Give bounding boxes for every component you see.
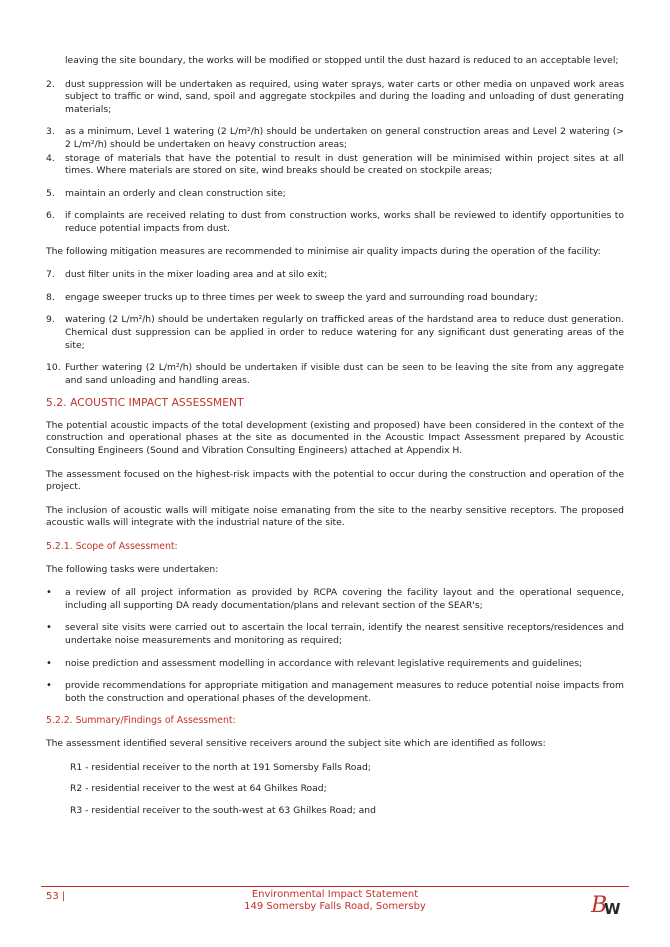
footer-subtitle-line: 149 Somersby Falls Road, Somersby (244, 901, 426, 912)
list-item (46, 622, 624, 647)
item-text: provide recommendations for appropriate mitigation and management measures to reduce potential noise impacts from both the construction and operational phases of the development. (65, 680, 624, 704)
item-number: 4. (46, 152, 55, 164)
footer-title-line: Environmental Impact Statement (251, 889, 419, 900)
receiver-item: R3 - residential receiver to the south-west at 63 Ghilkes Road; and (70, 804, 376, 816)
list-item (46, 587, 624, 612)
page-number: 53 | (46, 891, 66, 902)
list-item (46, 658, 624, 671)
construction-measures-list (46, 79, 624, 236)
scope-bullet-list (46, 587, 624, 705)
item-number: 10. (46, 362, 61, 374)
list-item (46, 292, 624, 305)
item-text: noise prediction and assessment modelling in accordance with relevant legislative requirements and guidelines; (65, 657, 583, 669)
list-item (46, 126, 624, 151)
item-text: as a minimum, Level 1 watering (2 L/m²/h) should be undertaken on general construction areas and Level 2 watering (> 2 L/m²/h) should be undertaken on heavy construction areas; (65, 126, 624, 150)
item-number: 8. (46, 291, 55, 303)
item-number: 9. (46, 314, 55, 326)
item-number: 5. (46, 187, 55, 199)
bullet-icon: • (46, 622, 52, 634)
item-text: storage of materials that have the potential to result in dust generation will be minimised within project sites at all times. Where materials are stored on site, wind breaks should be created on stockpile areas; (65, 152, 624, 177)
item-number: 6. (46, 210, 55, 222)
item-number: 3. (46, 126, 55, 138)
list-item (46, 153, 624, 178)
receiver-item: R2 - residential receiver to the west at 64 Ghilkes Road; (70, 783, 327, 795)
item-number: 7. (46, 269, 55, 281)
scope-intro: The following tasks were undertaken: (46, 563, 219, 575)
item-text: maintain an orderly and clean construction site; (65, 187, 286, 199)
footer-divider (41, 886, 629, 887)
svg-text:W: W (604, 900, 621, 918)
operation-intro: The following mitigation measures are recommended to minimise air quality impacts during the operation of the facility: (46, 245, 601, 257)
subsection-heading-findings: 5.2.2. Summary/Findings of Assessment: (46, 715, 236, 727)
list-item (46, 680, 624, 705)
list-item (46, 210, 624, 235)
list-item (46, 269, 624, 282)
item-text: several site visits were carried out to ascertain the local terrain, identify the nearest sensitive receptors/residences and undertake noise measurements and monitoring as required; (65, 622, 624, 646)
receivers-list (46, 762, 624, 818)
receiver-item: R1 - residential receiver to the north at 191 Somersby Falls Road; (70, 761, 371, 773)
item-text: a review of all project information as provided by RCPA covering the facility layout and the operational sequence, including all supporting DA ready documentation/plans and relevant section of the SEAR's; (65, 587, 624, 611)
item-text: dust suppression will be undertaken as required, using water sprays, water carts or other media on unpaved work areas subject to traffic or wind, sand, spoil and aggregate stockpiles and during the loading and unloading of dust generating materials; (65, 78, 624, 115)
bullet-icon: • (46, 680, 52, 692)
bullet-icon: • (46, 657, 52, 669)
footer-title (180, 889, 490, 913)
list-item (46, 188, 624, 201)
acoustic-paragraph: The potential acoustic impacts of the total development (existing and proposed) have been considered in the context of the construction and operational phases at the site as documented in the Acoustic Impact Assessment prepared by Acoustic Consulting Engineers (Sound and Vibration Consulting Engineers) attached at Appendix H. (46, 419, 624, 457)
acoustic-paragraph: The assessment focused on the highest-risk impacts with the potential to occur during the construction and operation of the project. (46, 468, 624, 493)
item-number: 2. (46, 78, 55, 90)
section-heading-acoustic: 5.2. ACOUSTIC IMPACT ASSESSMENT (46, 397, 244, 410)
company-logo-icon (590, 890, 622, 918)
list-item (46, 79, 624, 117)
page-content (46, 55, 624, 826)
item-text: Further watering (2 L/m²/h) should be undertaken if visible dust can be seen to be leaving the site from any aggregate and sand unloading and handling areas. (65, 362, 624, 386)
item-text: dust filter units in the mixer loading area and at silo exit; (65, 269, 328, 281)
bullet-icon: • (46, 587, 52, 599)
item-text: if complaints are received relating to dust from construction works, works shall be reviewed to identify opportunities to reduce potential impacts from dust. (65, 210, 624, 234)
item-text: watering (2 L/m²/h) should be undertaken regularly on trafficked areas of the hardstand area to reduce dust generation. Chemical dust suppression can be applied in order to reduce watering for any significant dust generating areas of the site; (65, 314, 624, 351)
svg-text:B: B (591, 893, 608, 918)
continuation-text: leaving the site boundary, the works will be modified or stopped until the dust hazard is reduced to an acceptable level; (65, 55, 619, 66)
findings-intro: The assessment identified several sensitive receivers around the subject site which are identified as follows: (46, 737, 546, 749)
subsection-heading-scope: 5.2.1. Scope of Assessment: (46, 541, 178, 553)
item-text: engage sweeper trucks up to three times per week to sweep the yard and surrounding road boundary; (65, 291, 538, 303)
list-item (46, 362, 624, 387)
list-item (46, 314, 624, 352)
acoustic-paragraph: The inclusion of acoustic walls will mitigate noise emanating from the site to the nearby sensitive receptors. The proposed acoustic walls will integrate with the industrial nature of the site. (46, 504, 624, 529)
operation-measures-list (46, 269, 624, 387)
